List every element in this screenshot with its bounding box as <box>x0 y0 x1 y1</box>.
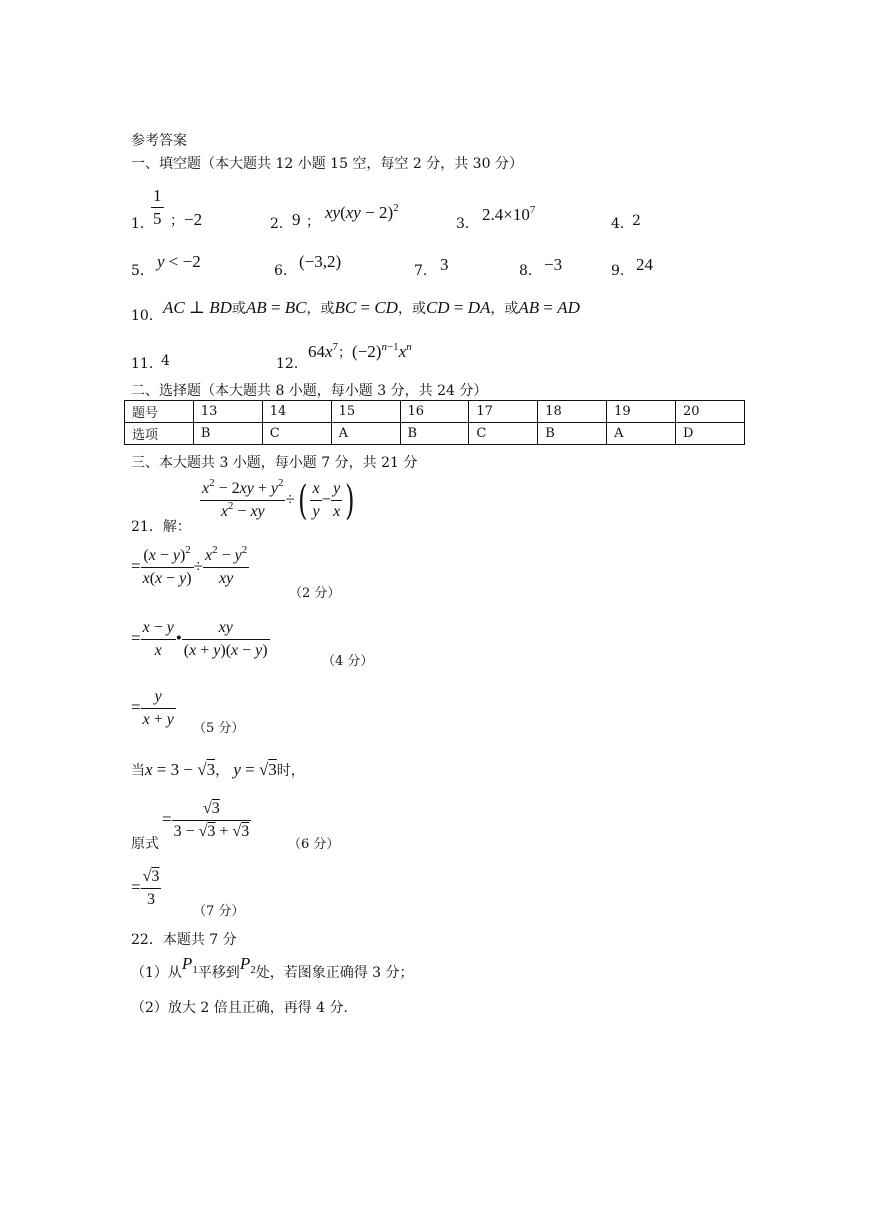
q2-answer-2: xy(xy − 2)$^2$ <box>325 202 399 222</box>
q12-number: 12． <box>276 356 308 372</box>
q1-number: 1． <box>131 216 154 232</box>
q9-answer: 24 <box>636 255 653 274</box>
q7-number: 7． <box>414 263 437 279</box>
q21-step-5: = $\frac{y}{x + y}$ <box>131 688 174 728</box>
choice-answer-table <box>124 400 745 445</box>
q2-sep: ； <box>306 214 320 230</box>
table-cell: 14 <box>262 401 331 423</box>
table-cell: 选项 <box>125 423 194 445</box>
q22-line-1: （1）从$P_1$平移到$P_2$处，若图象正确得 3 分； <box>131 954 414 981</box>
q3-number: 3． <box>456 216 479 232</box>
q10-number: 10． <box>131 308 163 324</box>
q22-title: 22．本题共 7 分 <box>131 932 237 948</box>
q8-answer: −3 <box>544 255 563 274</box>
table-cell: 19 <box>607 401 676 423</box>
table-cell: B <box>538 423 607 445</box>
table-cell: A <box>607 423 676 445</box>
score-2: （2 分） <box>289 586 341 601</box>
q3-answer: $2.4\times 10^7$ <box>482 204 536 224</box>
q21-expression: $\frac{x^2 - 2xy + y^2}{x^2 - xy}$ ÷( $\frac{x}{y}$ − $\frac{y}{x}$ ) <box>202 477 355 524</box>
q5-answer: y < −2 <box>157 252 201 271</box>
table-cell: D <box>676 423 745 445</box>
q1-rest: ；−2 <box>170 210 203 229</box>
table-cell: B <box>400 423 469 445</box>
table-cell: 18 <box>538 401 607 423</box>
q11-number: 11． <box>131 356 163 372</box>
q21-substitution: 当x = 3 − √3， y = √3时， <box>131 760 305 779</box>
q4-number: 4． <box>611 216 634 232</box>
q7-answer: 3 <box>440 255 449 274</box>
q21-label: 21．解： <box>131 519 191 535</box>
section-2-header: 二、选择题（本大题共 8 小题，每小题 3 分，共 24 分） <box>131 383 488 399</box>
table-cell: 15 <box>331 401 400 423</box>
table-cell: 题号 <box>125 401 194 423</box>
q6-answer: (−3,2) <box>299 252 342 271</box>
q8-number: 8． <box>519 263 542 279</box>
table-cell: 17 <box>469 401 538 423</box>
section-3-header: 三、本大题共 3 小题，每小题 7 分，共 21 分 <box>131 455 418 471</box>
q4-answer: 2 <box>632 213 641 229</box>
q11-answer: 4 <box>161 353 170 369</box>
q5-number: 5． <box>131 263 154 279</box>
q1-fraction <box>151 185 164 230</box>
q21-step-2: = $\frac{(x - y)^2}{x(x - y)}$ ÷ $\frac{x^2 - y^2}{xy}$ <box>131 544 248 587</box>
table-row <box>125 423 745 445</box>
table-cell: 13 <box>193 401 262 423</box>
table-cell: C <box>469 423 538 445</box>
section-1-header: 一、填空题（本大题共 12 小题 15 空，每空 2 分，共 30 分） <box>131 156 523 172</box>
table-row <box>125 401 745 423</box>
q2-number: 2． <box>270 216 293 232</box>
score-6: （6 分） <box>288 837 340 852</box>
q21-step-6: = $\frac{√3}{3 - √3 + √3}$ <box>162 800 250 840</box>
q21-step-4: = $\frac{x - y}{x}$ • $\frac{xy}{(x + y)(x - y)}$ <box>131 619 268 659</box>
score-7: （7 分） <box>193 904 245 919</box>
table-cell: A <box>331 423 400 445</box>
q22-line-2: （2）放大 2 倍且正确，再得 4 分. <box>131 1000 348 1016</box>
q6-number: 6． <box>274 263 297 279</box>
table-cell: 20 <box>676 401 745 423</box>
yuanshi-label: 原式 <box>131 836 159 852</box>
q1-frac-num: 1 <box>151 185 164 208</box>
score-5: （5 分） <box>193 721 245 736</box>
q2-answer-1: 9 <box>292 210 301 229</box>
score-4: （4 分） <box>322 654 374 669</box>
table-cell: 16 <box>400 401 469 423</box>
q10-answer: AC ⊥ BD或AB = BC，或BC = CD，或CD = DA，或AB = AD <box>163 298 580 317</box>
table-cell: C <box>262 423 331 445</box>
table-cell: B <box>193 423 262 445</box>
q12-answer: $64x^7$；$(-2)^{n-1}x^n$ <box>308 341 412 361</box>
q1-frac-den: 5 <box>153 209 162 228</box>
q21-step-7: = $\frac{√3}{3}$ <box>131 868 160 908</box>
page-title: 参考答案 <box>131 133 187 149</box>
q9-number: 9． <box>611 263 634 279</box>
